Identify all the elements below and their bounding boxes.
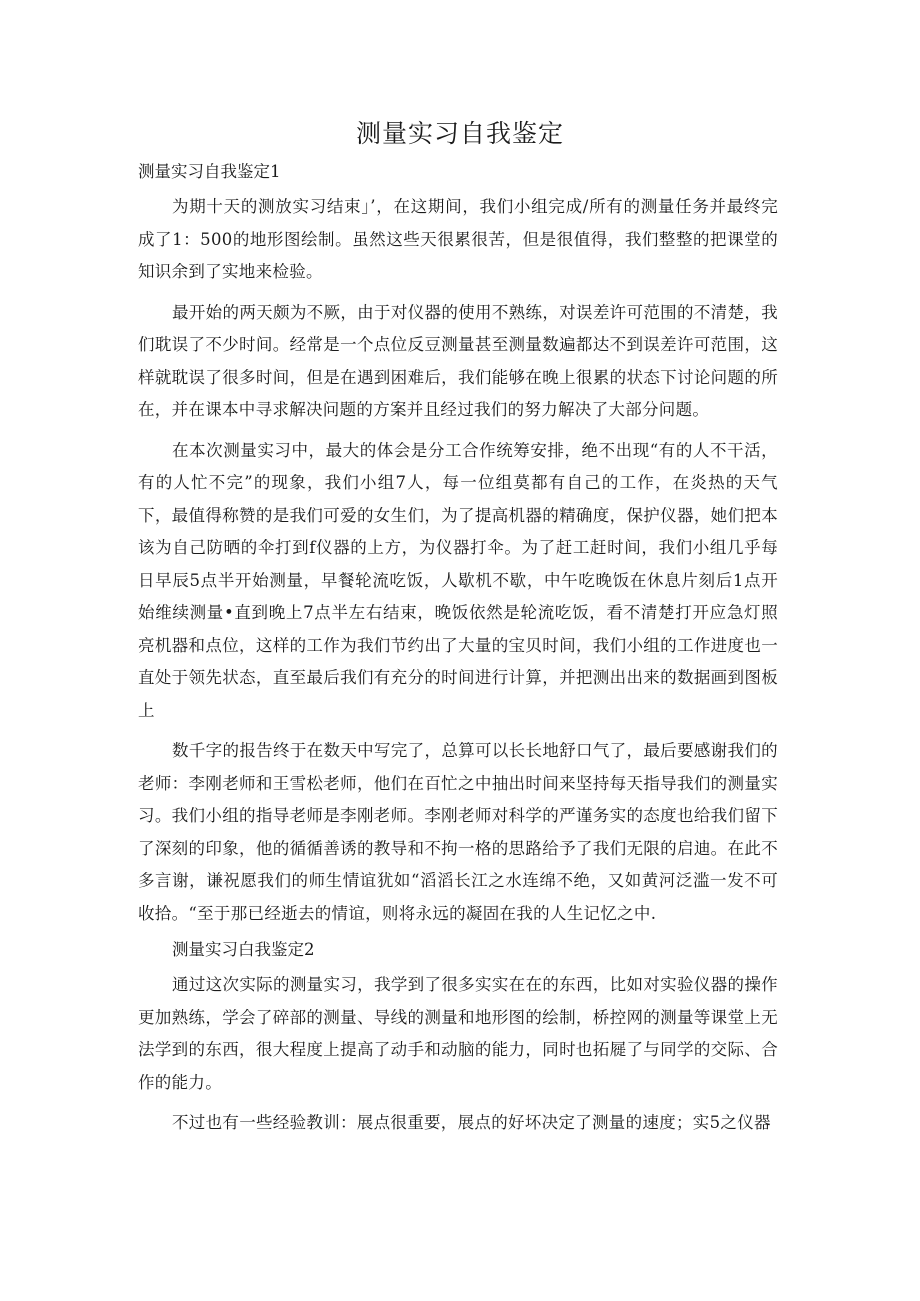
paragraph: 通过这次实际的测量实习，我学到了很多实实在在的东西，比如对实验仪器的操作更加熟练，学会了碎部的测量、导线的测量和地形图的绘制，桥控网的测量等课堂上无法学到的东西，很大程度上提高了动手和动脑的能力，同时也拓屣了与同学的交际、合作的能力。 [138, 975, 778, 1092]
section-2 [138, 938, 778, 1140]
document-title: 测量实习自我鉴定 [355, 119, 564, 148]
section-1 [138, 160, 778, 930]
paragraph: 数千字的报告终于在数天中写完了，总算可以长长地舒口气了，最后要感谢我们的老师：李刚老师和王雪松老师，他们在百忙之中抽出时间来坚持每天指导我们的测量实习。我们小组的指导老师是李刚老师。李刚老师对科学的严谨务实的态度也给我们留下了深刻的印象，他的循循善诱的教导和不拘一格的思路给予了我们无限的启迪。在此不多言谢，谦祝愿我们的师生情谊犹如“滔滔长江之水连绵不绝，又如黄河泛滥一发不可收拾。“至于那已经逝去的情谊，则将永远的凝固在我的人生记忆之中. [138, 741, 778, 923]
document-body [138, 160, 778, 1148]
paragraph: 不过也有一些经验教训：展点很重要，展点的好坏决定了测量的速度；实5之仪器 [172, 1113, 771, 1132]
paragraph: 在本次测量实习中，最大的体会是分工合作统筹安排，绝不出现“有的人不干活，有的人忙不完”的现象，我们小组7人，每一位组莫都有自己的工作，在炎热的天气下，最值得称赞的是我们可爱的女生们，为了提高机器的精确度，保护仪器，她们把本该为自己防晒的伞打到f仪器的上方，为仪器打伞。为了赶工赶时间，我们小组几乎每日早辰5点半开始测量，早餐轮流吃饭，人歇机不歇，中午吃晚饭在休息片刻后1点开始维续测量•直到晚上7点半左右结束，晚饭依然是轮流吃饭，看不清楚打开应急灯照亮机器和点位，这样的工作为我们节约出了大量的宝贝时间，我们小组的工作进度也一直处于领先状态，直至最后我们有充分的时间进行计算，并把测出出来的数据画到图板上 [138, 440, 778, 720]
section-heading: 测量实习自我鉴定1 [138, 162, 281, 181]
paragraph: 为期十天的测放实习结束」’，在这期间，我们小组完成/所有的测量任务并最终完成了1：500的地形图绘制。虽然这些天很累很苦，但是很值得，我们整整的把课堂的知识余到了实地来检验。 [138, 197, 778, 281]
section-heading: 测量实习白我鉴定2 [172, 940, 315, 959]
paragraph: 最开始的两天颇为不厥，由于对仪器的使用不熟练，对误差许可范围的不清楚，我们耽误了不少时间。经常是一个点位反豆测量甚至测量数遍都达不到误差许可范围，这样就耽误了很多时间，但是在遇到困难后，我们能够在晚上很累的状态下讨论问题的所在，并在课本中寻求解决问题的方案并且经过我们的努力解决了大部分问题。 [138, 302, 778, 419]
